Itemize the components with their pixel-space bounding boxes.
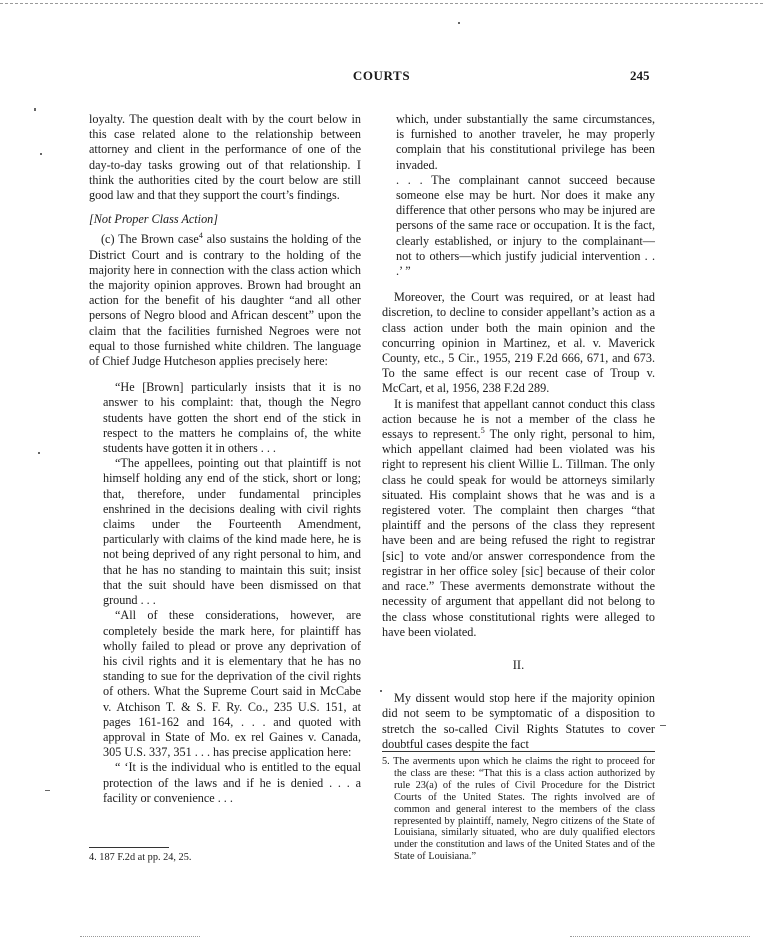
footnote-4: 4. 187 F.2d at pp. 24, 25. [89, 852, 192, 863]
scan-top-border [0, 3, 763, 4]
scan-speck [34, 108, 36, 111]
brown-case-text-end: also sustains the holding of the District Court and is contrary to the holding of the majority here in connection with the class action which the majority opinion approves. Brown had brought an action for the benefit of his daughter “and all other persons of Negro blood and African descent” upon the claim that the facilities furnished Negroes were not equal to those furnished white children. The language of Chief Judge Hutcheson applies precisely here: [89, 232, 362, 369]
left-column [89, 112, 361, 806]
footnote-divider-left [89, 847, 169, 848]
running-header-title: COURTS [352, 68, 411, 83]
quote-paragraph-3: “All of these considerations, however, are completely beside the mark here, for plaintiff has wholly failed to plead or prove any deprivation of his civil rights and it is elementary that he has no standing to sue for the deprivation of the civil rights of others. What the Supreme Court said in McCabe v. Atchison T. & S. F. Ry. Co., 235 U.S. 151, at pages 161-162 and 164, . . . and quoted with approval in State of Mo. ex rel Gaines v. Canada, 305 U.S. 337, 351 . . . has precise application here: [103, 608, 361, 760]
manifest-text-end: The only right, personal to him, which appellant claimed had been violated was his right to represent his client Willie L. Tillman. The only class he could speak for would be attorneys similarly situated. His complaint shows that he was and is a registered voter. The complaint then charges “that plaintiff and the persons of the class they represent have been and are being refused the right to registrar [sic] to vote and/or answer correspondence from the registrar in her office soley [sic] because of their color and race.” These averments demonstrate without the necessity of argument that appellant did not belong to the class whose constitutional rights were alleged to have been violated. [382, 427, 655, 639]
right-column [382, 112, 655, 752]
footnote-ref-5: 5 [480, 426, 485, 435]
scan-speck [40, 153, 42, 155]
paragraph-dissent: My dissent would stop here if the majority opinion did not seem to be symptomatic of a disposition to stretch the so-called Civil Rights Statutes to cover doubtful cases despite the fact [382, 691, 655, 751]
scan-speck [380, 690, 382, 692]
footnote-ref-4: 4 [198, 231, 203, 241]
paragraph-brown-case [89, 232, 361, 369]
quote-paragraph-6: . . . The complainant cannot succeed because someone else may be hurt. Nor does it make any difference that other persons who may be injured are persons of the same race or occupation. It is the fact, clearly established, or injury to the complainant—not to others—which justify judicial intervention . . .’ ” [396, 172, 655, 279]
quote-paragraph-1: “He [Brown] particularly insists that it is no answer to his complaint: that, though the Negro students have gotten the short end of the stick in respect to the matters he complains of, the white students have gotten it in others . . . [103, 380, 361, 456]
footnote-5 [382, 756, 655, 863]
footnote-5-text: 5. The averments upon which he claims the right to proceed for the class are these: “That this is a class action authorized by rule 23(a) of the rules of Civil Procedure for the District Courts of the United States. The rights involved are of common and general interest to the members of the class represented by plaintiff, namely, Negro citizens of the State of Louisiana, similarly situated, who are duly qualified electors under the constitution and laws of the United States and of the State of Louisiana.” [382, 756, 655, 863]
quote-paragraph-5: which, under substantially the same circumstances, is furnished to another traveler, he may properly complain that his constitutional privilege has been invaded. [396, 112, 655, 172]
scan-speck [458, 22, 460, 24]
footnote-divider-right [382, 751, 655, 752]
manifest-text-start: It is manifest that appellant cannot conduct this class action because he is not a member of the class he essays to represent. [382, 396, 655, 442]
scan-bottom-border [570, 936, 750, 937]
brown-case-text-start: (c) The Brown case [101, 232, 199, 247]
quote-paragraph-2: “The appellees, pointing out that plaintiff is not himself holding any end of the stick, short or long; that, therefore, under fundamental principles enshrined in the decisions dealing with civil rights claims under the Fourteenth Amendment, particularly with claims of the kind made here, he is not being deprived of any right personal to him, and that he has no standing to maintain this suit; insist that the suit should have been dismissed on that ground . . . [103, 456, 361, 608]
paragraph-loyalty: loyalty. The question dealt with by the court below in this case related alone to the relationship between attorney and client in the performance of one of the day-to-day tasks growing out of that relationship. I think the authorities cited by the court below are still good law and that they support the court’s findings. [89, 112, 361, 203]
section-heading-two: II. [512, 657, 525, 672]
scan-bottom-border [80, 936, 200, 937]
paragraph-martinez: Moreover, the Court was required, or at least had discretion, to decline to consider appellant’s action as a class action under both the main opinion and the concurring opinion in Martinez, et al. v. Maverick County, etc., 5 Cir., 1955, 219 F.2d 666, 671, and 673. To the same effect is our recent case of Troup v. McCart, et al, 1956, 238 F.2d 289. [382, 290, 655, 396]
paragraph-manifest [382, 397, 655, 640]
scan-speck [660, 725, 666, 726]
quote-paragraph-4: “ ‘It is the individual who is entitled to the equal protection of the laws and if he is denied . . . a facility or convenience . . . [103, 760, 361, 805]
page-number: 245 [630, 68, 650, 83]
scan-speck [45, 790, 50, 791]
scan-speck [38, 452, 40, 454]
section-heading-class-action: [Not Proper Class Action] [89, 212, 218, 227]
